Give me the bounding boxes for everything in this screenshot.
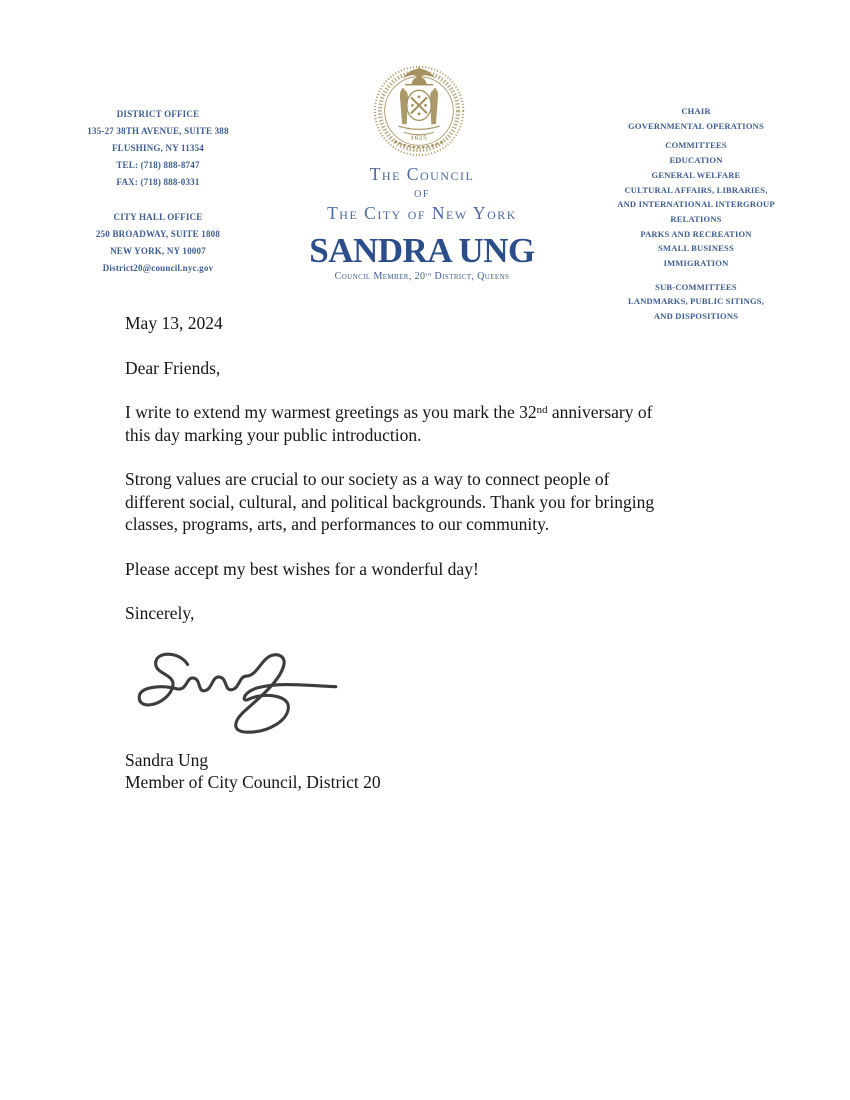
district-office-title: DISTRICT OFFICE <box>116 109 200 119</box>
city-hall-office-title: CITY HALL OFFICE <box>113 212 203 222</box>
member-title-before: Council Member, 20 <box>334 271 426 282</box>
seal-year-text: 1625 <box>410 134 428 142</box>
paragraph-3: Please accept my best wishes for a wonderful day! <box>125 558 479 579</box>
signer-title: Member of City Council, District 20 <box>125 772 381 792</box>
org-line-2: of <box>414 186 430 201</box>
closing: Sincerely, <box>125 603 195 623</box>
district-office-fax <box>52 174 264 191</box>
chair-line: GOVERNMENTAL OPERATIONS <box>628 120 764 131</box>
district-office-address2: FLUSHING, NY 11354 <box>111 143 205 153</box>
member-title-ordinal: th <box>425 271 432 279</box>
city-hall-address1: 250 BROADWAY, SUITE 1808 <box>95 229 221 239</box>
nyc-city-seal-icon <box>372 62 466 160</box>
tel-number: (718) 888-8747 <box>140 160 200 170</box>
committee-line: CULTURAL AFFAIRS, LIBRARIES, <box>624 184 768 195</box>
paragraph-2-line3: classes, programs, arts, and performances to our community. <box>125 514 550 534</box>
committee-line: PARKS AND RECREATION <box>640 228 752 239</box>
district-office-tel <box>52 157 264 174</box>
chair-title: CHAIR <box>681 106 711 116</box>
paragraph-1-line2: this day marking your public introduction. <box>125 424 422 445</box>
council-member-title <box>287 271 557 282</box>
email-address: District20@council.nyc.gov <box>102 263 214 273</box>
city-hall-address2: NEW YORK, NY 10007 <box>110 246 206 256</box>
signature-icon <box>131 647 343 739</box>
member-title-after: District, Queens <box>431 271 510 282</box>
council-member-name: SANDRA UNG <box>309 231 535 270</box>
paragraph-2 <box>125 468 730 536</box>
paragraph-1 <box>125 401 730 446</box>
paragraph-1-line1: I write to extend my warmest greetings as you mark the 32nd anniversary of <box>125 402 653 422</box>
paragraph-2-line1: Strong values are crucial to our society as a way to connect people of <box>125 469 610 489</box>
tel-label: TEL: <box>116 160 139 170</box>
ordinal-superscript: nd <box>536 404 548 417</box>
org-line-1: The Council <box>369 164 475 184</box>
committees-title: COMMITTEES <box>665 140 727 151</box>
signature-block <box>125 749 730 794</box>
subcommittee-line: LANDMARKS, PUBLIC SITINGS, <box>627 296 765 307</box>
subcommittee-line: AND DISPOSITIONS <box>653 311 739 322</box>
district-office-block <box>52 106 264 277</box>
letter-date: May 13, 2024 <box>125 313 223 333</box>
fax-number: (718) 888-0331 <box>140 177 200 187</box>
committee-line: EDUCATION <box>669 155 723 166</box>
paragraph-2-line2: different social, cultural, and political backgrounds. Thank you for bringing <box>125 491 655 512</box>
letter-body <box>125 312 730 794</box>
salutation: Dear Friends, <box>125 357 221 378</box>
committee-line: GENERAL WELFARE <box>651 169 741 180</box>
signer-name: Sandra Ung <box>125 749 209 770</box>
committees-block <box>598 104 794 324</box>
subcommittees-title: SUB-COMMITTEES <box>655 281 737 292</box>
committee-line: IMMIGRATION <box>663 258 729 269</box>
council-org-lines <box>302 164 542 224</box>
org-line-3: The City of New York <box>327 203 517 223</box>
district-office-address1: 135-27 38TH AVENUE, SUITE 388 <box>87 126 229 136</box>
committee-line: SMALL BUSINESS <box>658 243 734 254</box>
fax-label: FAX: <box>116 177 139 187</box>
committee-line: AND INTERNATIONAL INTERGROUP RELATIONS <box>617 199 775 224</box>
handwritten-signature <box>131 647 343 739</box>
